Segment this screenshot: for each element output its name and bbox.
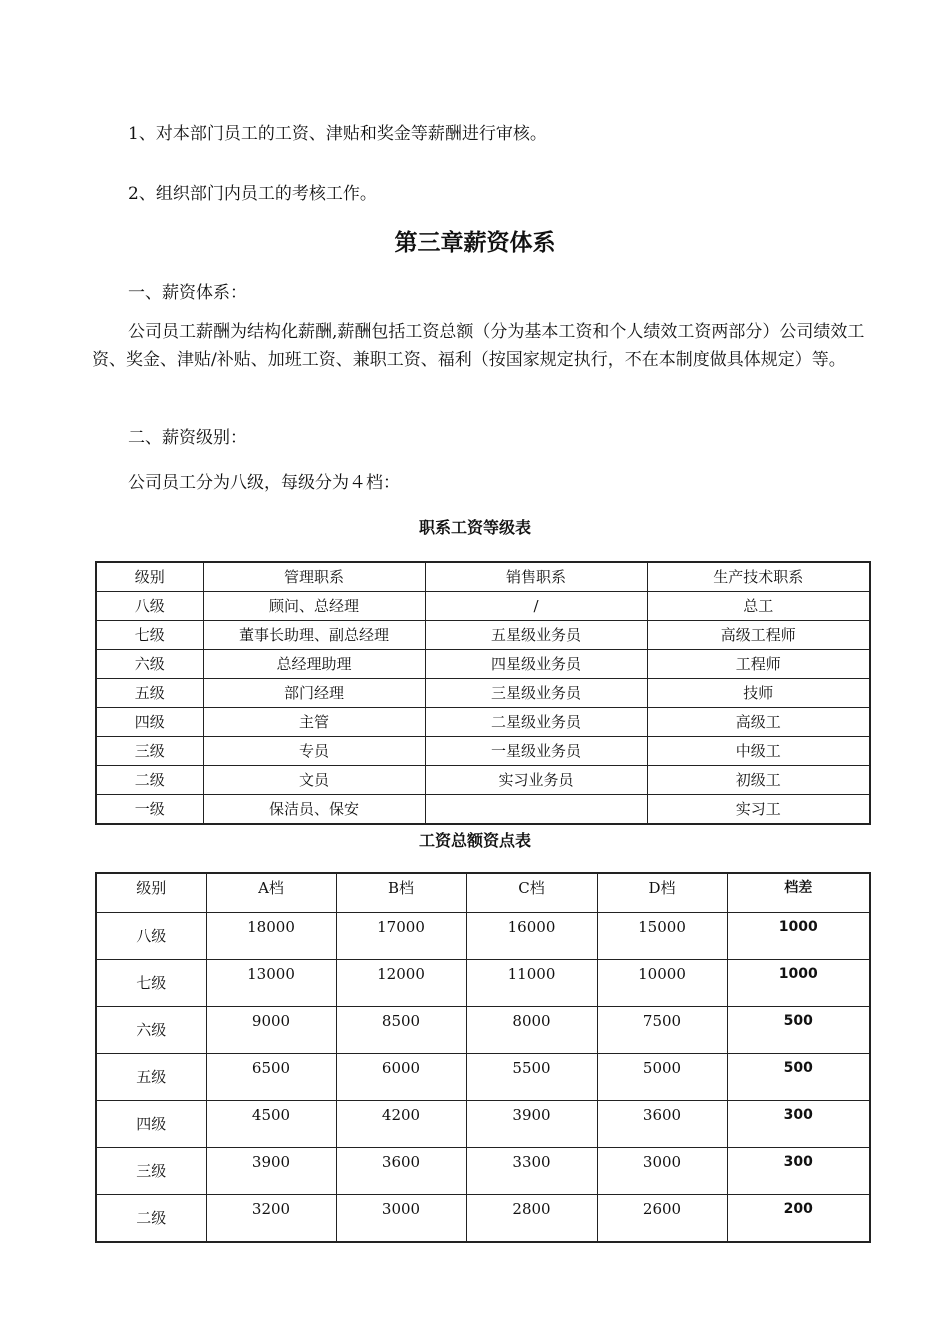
table-cell: 一级 [96,795,203,825]
table-cell: 17000 [336,913,466,960]
table-cell: 8000 [466,1007,597,1054]
table-cell: 三星级业务员 [425,679,647,708]
table-cell: 五级 [96,1054,206,1101]
table-cell: 五级 [96,679,203,708]
table-cell: 三级 [96,737,203,766]
table-cell: 七级 [96,960,206,1007]
table-cell: 董事长助理、副总经理 [203,621,425,650]
body-paragraph-1: 公司员工薪酬为结构化薪酬,薪酬包括工资总额（分为基本工资和个人绩效工资两部分）公司绩效工资、奖金、津贴/补贴、加班工资、兼职工资、福利（按国家规定执行，不在本制度做具体规定）等。 [92,322,865,370]
table-cell: 高级工程师 [647,621,870,650]
table-row [96,1054,870,1101]
table-cell: 11000 [466,960,597,1007]
table-cell: 5000 [597,1054,727,1101]
salary-points-table [95,872,871,1243]
table2-title: 工资总额资点表 [418,831,531,850]
table-cell: 3900 [206,1148,336,1195]
table-cell: 四级 [96,1101,206,1148]
table-cell: 10000 [597,960,727,1007]
table-cell: 3600 [336,1148,466,1195]
table-cell: 9000 [206,1007,336,1054]
table-header-cell: 级别 [96,873,206,913]
table-cell [425,795,647,825]
table-row [96,795,870,825]
table-row [96,737,870,766]
table-cell: 200 [727,1195,870,1243]
table-cell: 八级 [96,592,203,621]
table-header-cell: 管理职系 [203,562,425,592]
table-cell: 五星级业务员 [425,621,647,650]
table-cell: 6500 [206,1054,336,1101]
table-header-row [96,562,870,592]
table-cell: 保洁员、保安 [203,795,425,825]
table-cell: 工程师 [647,650,870,679]
table-cell: 500 [727,1054,870,1101]
table-row [96,1148,870,1195]
body-paragraph-2: 公司员工分为八级，每级分为４档： [128,473,400,493]
table-cell: 300 [727,1148,870,1195]
table-row [96,679,870,708]
table-header-cell: 销售职系 [425,562,647,592]
table-header-cell: 生产技术职系 [647,562,870,592]
table-cell: 15000 [597,913,727,960]
section-heading-1: 一、薪资体系： [128,283,247,303]
list-item-2: 2、组织部门内员工的考核工作。 [128,184,377,204]
table-header-cell: 级别 [96,562,203,592]
table-cell: 3000 [336,1195,466,1243]
table-header-cell: C档 [466,873,597,913]
table-cell: 中级工 [647,737,870,766]
table-cell: / [425,592,647,621]
table-cell: 主管 [203,708,425,737]
table-cell: 7500 [597,1007,727,1054]
table-cell: 总经理助理 [203,650,425,679]
table-cell: 实习业务员 [425,766,647,795]
job-grade-table [95,561,871,825]
table-cell: 3200 [206,1195,336,1243]
table-cell: 六级 [96,650,203,679]
table-row [96,621,870,650]
table-cell: 顾问、总经理 [203,592,425,621]
table-row [96,592,870,621]
table-cell: 4500 [206,1101,336,1148]
table-cell: 专员 [203,737,425,766]
table-cell: 3300 [466,1148,597,1195]
table-cell: 四星级业务员 [425,650,647,679]
table-cell: 二级 [96,1195,206,1243]
table-cell: 3000 [597,1148,727,1195]
table-cell: 一星级业务员 [425,737,647,766]
table-cell: 1000 [727,913,870,960]
table-cell: 5500 [466,1054,597,1101]
table-cell: 七级 [96,621,203,650]
table-cell: 2600 [597,1195,727,1243]
table1-title: 职系工资等级表 [418,518,531,537]
table-cell: 实习工 [647,795,870,825]
table-cell: 总工 [647,592,870,621]
table-header-row [96,873,870,913]
table-cell: 八级 [96,913,206,960]
table-cell: 4200 [336,1101,466,1148]
table-cell: 二级 [96,766,203,795]
table-cell: 300 [727,1101,870,1148]
table-cell: 技师 [647,679,870,708]
table-cell: 13000 [206,960,336,1007]
table-cell: 1000 [727,960,870,1007]
table-cell: 六级 [96,1007,206,1054]
table-cell: 3600 [597,1101,727,1148]
table-row [96,960,870,1007]
table-row [96,708,870,737]
table-cell: 部门经理 [203,679,425,708]
table-cell: 高级工 [647,708,870,737]
table-cell: 四级 [96,708,203,737]
table-header-cell: 档差 [727,873,870,913]
table-cell: 16000 [466,913,597,960]
table-header-cell: D档 [597,873,727,913]
table-row [96,1101,870,1148]
table-row [96,650,870,679]
table-row [96,913,870,960]
table-row [96,1195,870,1243]
table-cell: 文员 [203,766,425,795]
table-cell: 18000 [206,913,336,960]
table-header-cell: A档 [206,873,336,913]
table-row [96,766,870,795]
table-cell: 三级 [96,1148,206,1195]
table-row [96,1007,870,1054]
table-cell: 6000 [336,1054,466,1101]
chapter-title: 第三章薪资体系 [394,230,556,256]
table-header-cell: B档 [336,873,466,913]
table-cell: 3900 [466,1101,597,1148]
list-item-1: 1、对本部门员工的工资、津贴和奖金等薪酬进行审核。 [128,124,547,144]
table-cell: 初级工 [647,766,870,795]
table-cell: 8500 [336,1007,466,1054]
table-cell: 500 [727,1007,870,1054]
table-cell: 2800 [466,1195,597,1243]
table-cell: 12000 [336,960,466,1007]
section-heading-2: 二、薪资级别： [128,428,247,448]
table-cell: 二星级业务员 [425,708,647,737]
